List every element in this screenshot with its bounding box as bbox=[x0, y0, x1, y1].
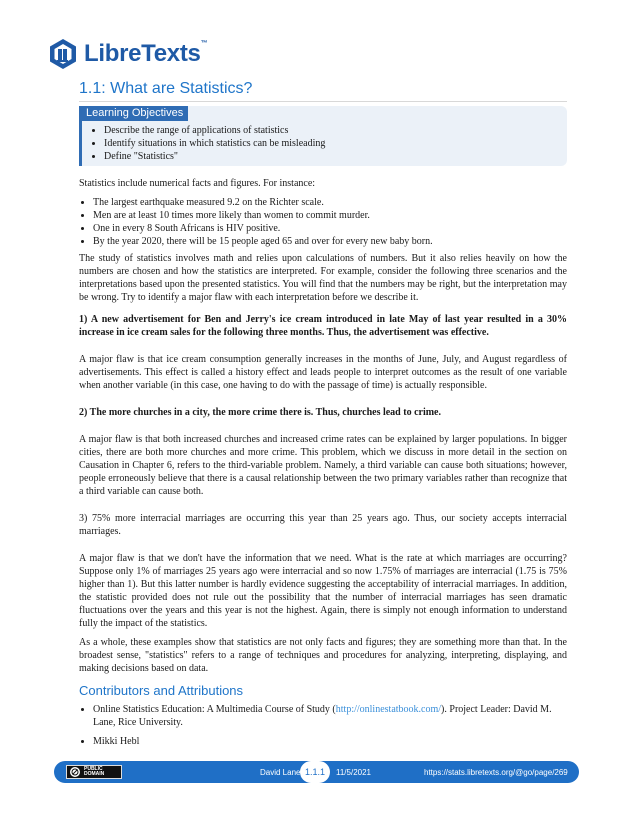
logo-text: LibreTexts™ bbox=[84, 40, 208, 67]
page-number: 1.1.1 bbox=[300, 761, 330, 783]
footer-author: David Lane bbox=[260, 768, 301, 777]
title-divider bbox=[79, 101, 567, 102]
list-item: • Mikki Hebl bbox=[93, 735, 567, 748]
facts-list bbox=[79, 196, 567, 248]
list-item: • The largest earthquake measured 9.2 on the Richter scale. bbox=[93, 196, 567, 209]
learning-objectives-box bbox=[79, 106, 567, 166]
flaw-2-paragraph: A major flaw is that both increased churches and increased crime rates can be explained by larger populations. In bigger cities, there are both more churches and more crime. This problem, which we discuss in more detail in the section on Causation in Chapter 6, refers to the third-variable problem. Namely, a third variable can cause both situations; however, people erroneously believe that there is a causal relationship between the two primary variables rather than recognize that a third variable can cause both. bbox=[79, 434, 567, 497]
learning-objectives-list bbox=[90, 124, 325, 163]
scenario-2: 2) The more churches in a city, the more crime there is. Thus, churches lead to crime. bbox=[79, 407, 441, 418]
learning-objectives-label: Learning Objectives bbox=[82, 106, 188, 121]
conclusion-paragraph: As a whole, these examples show that statistics are not only facts and figures; they are something more than that. In the broadest sense, "statistics" refers to a range of techniques and procedures for analyzing, interpreting, displaying, and making decisions based on data. bbox=[79, 637, 567, 674]
public-domain-badge[interactable] bbox=[66, 765, 122, 779]
flaw-1-paragraph: A major flaw is that ice cream consumption generally increases in the months of June, July, and August regardless of advertisements. This effect is called a history effect and leads people to interpret outcomes as the result of one variable when another variable (in this case, one having to do with the passage of time) is actually responsible. bbox=[79, 354, 567, 391]
page-footer bbox=[54, 761, 579, 783]
page-title: 1.1: What are Statistics? bbox=[79, 80, 253, 97]
list-item: • By the year 2020, there will be 15 people aged 65 and over for every new baby born. bbox=[93, 235, 567, 248]
libretexts-logo-icon bbox=[48, 38, 78, 70]
public-domain-icon bbox=[70, 767, 80, 777]
libretexts-logo[interactable] bbox=[48, 38, 207, 70]
license-text: PUBLIC DOMAIN bbox=[84, 766, 105, 777]
footer-date: 11/5/2021 bbox=[336, 768, 371, 777]
list-item: • One in every 8 South Africans is HIV positive. bbox=[93, 222, 567, 235]
list-item: • Define "Statistics" bbox=[104, 150, 325, 163]
footer-url[interactable]: https://stats.libretexts.org/@go/page/269 bbox=[424, 768, 568, 777]
study-paragraph: The study of statistics involves math and relies upon calculations of numbers. But it also relies heavily on how the numbers are chosen and how the statistics are interpreted. For example, consider the following three scenarios and the interpretations based upon the presented statistics. You will find that the numbers may be right, but the interpretation may be wrong. Try to identify a major flaw with each interpretation before we describe it. bbox=[79, 253, 567, 303]
list-item: • Identify situations in which statistics can be misleading bbox=[104, 137, 325, 150]
article-body bbox=[79, 177, 567, 754]
intro-paragraph: Statistics include numerical facts and figures. For instance: bbox=[79, 178, 316, 189]
scenario-1: 1) A new advertisement for Ben and Jerry's ice cream introduced in late May of last year resulted in a 30% increase in ice cream sales for the following three months. Thus, the advertisement was effective. bbox=[79, 314, 567, 338]
list-item: • Describe the range of applications of statistics bbox=[104, 124, 325, 137]
onlinestatbook-link[interactable]: http://onlinestatbook.com/ bbox=[335, 704, 442, 715]
list-item: • Online Statistics Education: A Multimedia Course of Study (http://onlinestatbook.com/). Project Leader: David M. Lane, Rice University. bbox=[93, 703, 567, 729]
flaw-3-paragraph: A major flaw is that we don't have the information that we need. What is the rate at which marriages are occurring? Suppose only 1% of marriages 25 years ago were interracial and so now 1.75% of marriages are interracial (1.75 is 75% higher than 1). But this latter number is hardly evidence suggesting the acceptability of interracial marriages. In addition, the statistic provided does not rule out the possibility that the number of interracial marriages has seen dramatic fluctuations over the years and this year is not the highest. Again, there is simply not enough information to understand fully the impact of the statistics. bbox=[79, 553, 567, 629]
scenario-3: 3) 75% more interracial marriages are occurring this year than 25 years ago. Thus, our society accepts interracial marriages. bbox=[79, 513, 567, 537]
list-item: • Men are at least 10 times more likely than women to commit murder. bbox=[93, 209, 567, 222]
contributors-list bbox=[79, 703, 567, 748]
contributors-heading: Contributors and Attributions bbox=[79, 683, 244, 698]
